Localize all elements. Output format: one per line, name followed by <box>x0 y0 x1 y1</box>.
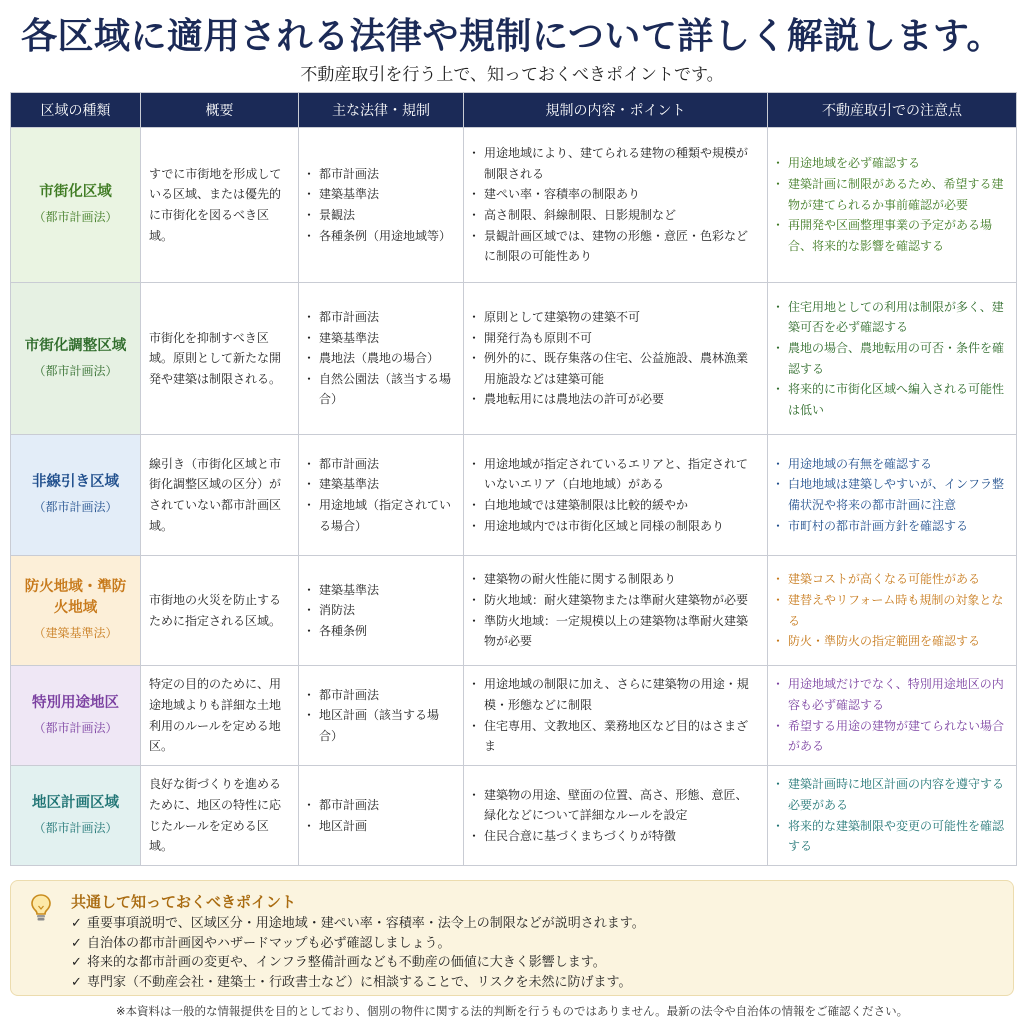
notes-cell <box>768 128 1017 283</box>
points-cell <box>464 666 768 766</box>
zone-law: （都市計画法） <box>33 500 118 515</box>
law-item: ・ 都市計画法 <box>307 164 455 185</box>
header-overview: 概要 <box>141 93 299 128</box>
table-row <box>11 128 1017 283</box>
law-item: ・ 自然公園法（該当する場合） <box>307 369 455 410</box>
law-item: ・ 地区計画 <box>307 816 455 837</box>
note-item: ・ 住宅用地としての利用は制限が多く、建築可否を必ず確認する <box>776 297 1008 338</box>
point-item: ・ 用途地域内では市街化区域と同様の制限あり <box>472 516 759 537</box>
note-item: ・ 用途地域だけでなく、特別用途地区の内容も必ず確認する <box>776 674 1008 715</box>
point-item: ・ 開発行為も原則不可 <box>472 328 759 349</box>
law-item: ・ 都市計画法 <box>307 685 455 706</box>
law-item: ・ 消防法 <box>307 600 455 621</box>
common-point-item <box>71 914 1001 934</box>
overview-cell: 特定の目的のために、用途地域よりも詳細な土地利用のルールを定める地区。 <box>141 666 299 766</box>
overview-cell: すでに市街地を形成している区域、または優先的に市街化を図るべき区域。 <box>141 128 299 283</box>
point-item: ・ 防火地域：耐火建築物または準耐火建築物が必要 <box>472 590 759 611</box>
point-item: ・ 建築物の用途、壁面の位置、高さ、形態、意匠、緑化などについて詳細なルールを設定 <box>472 785 759 826</box>
zone-law: （都市計画法） <box>33 820 118 835</box>
header-zone-type: 区域の種類 <box>11 93 141 128</box>
note-item: ・ 白地地域は建築しやすいが、インフラ整備状況や将来の都市計画に注意 <box>776 474 1008 515</box>
overview-cell: 市街化を抑制すべき区域。原則として新たな開発や建築は制限される。 <box>141 283 299 435</box>
notes-cell <box>768 283 1017 435</box>
lightbulb-icon <box>29 893 53 923</box>
check-icon: ✓ <box>71 974 82 990</box>
law-item: ・ 都市計画法 <box>307 307 455 328</box>
point-item: ・ 準防火地域：一定規模以上の建築物は準耐火建築物が必要 <box>472 611 759 652</box>
note-item: ・ 用途地域を必ず確認する <box>776 153 1008 174</box>
note-item: ・ 建築計画時に地区計画の内容を遵守する必要がある <box>776 774 1008 815</box>
point-item: ・ 建ぺい率・容積率の制限あり <box>472 184 759 205</box>
zone-law: （都市計画法） <box>33 363 118 378</box>
note-item: ・ 農地の場合、農地転用の可否・条件を確認する <box>776 338 1008 379</box>
points-cell <box>464 128 768 283</box>
zone-cell <box>11 283 141 435</box>
table-row <box>11 766 1017 866</box>
law-item: ・ 都市計画法 <box>307 795 455 816</box>
point-item: ・ 用途地域の制限に加え、さらに建築物の用途・規模・形態などに制限 <box>472 674 759 715</box>
law-item: ・ 建築基準法 <box>307 184 455 205</box>
points-cell <box>464 556 768 666</box>
point-item: ・ 原則として建築物の建築不可 <box>472 307 759 328</box>
zone-name: 非線引き区域 <box>32 474 119 491</box>
zone-name: 防火地域・準防火地域 <box>24 579 127 617</box>
regulation-table <box>10 92 1017 866</box>
zone-cell <box>11 766 141 866</box>
note-item: ・ 再開発や区画整理事業の予定がある場合、将来的な影響を確認する <box>776 215 1008 256</box>
point-item: ・ 高さ制限、斜線制限、日影規制など <box>472 205 759 226</box>
table-row <box>11 435 1017 556</box>
point-item: ・ 例外的に、既存集落の住宅、公益施設、農林漁業用施設などは建築可能 <box>472 348 759 389</box>
note-item: ・ 市町村の都市計画方針を確認する <box>776 516 1008 537</box>
common-point-item <box>71 953 1001 973</box>
notes-cell <box>768 435 1017 556</box>
zone-cell <box>11 435 141 556</box>
point-item: ・ 住民合意に基づくまちづくりが特徴 <box>472 826 759 847</box>
table-row <box>11 556 1017 666</box>
page-title: 各区域に適用される法律や規制について詳しく解説します。 <box>21 15 1003 57</box>
overview-cell: 市街地の火災を防止するために指定される区域。 <box>141 556 299 666</box>
common-point-text: 自治体の都市計画図やハザードマップも必ず確認しましょう。 <box>87 935 451 951</box>
law-item: ・ 地区計画（該当する場合） <box>307 705 455 746</box>
law-item: ・ 建築基準法 <box>307 474 455 495</box>
law-item: ・ 都市計画法 <box>307 454 455 475</box>
note-item: ・ 用途地域の有無を確認する <box>776 454 1008 475</box>
table-row <box>11 666 1017 766</box>
point-item: ・ 用途地域により、建てられる建物の種類や規模が制限される <box>472 143 759 184</box>
zone-name: 市街化区域 <box>39 184 112 201</box>
zone-name: 特別用途地区 <box>32 694 119 711</box>
law-item: ・ 建築基準法 <box>307 328 455 349</box>
laws-cell <box>299 666 464 766</box>
common-point-item <box>71 934 1001 954</box>
zone-cell <box>11 128 141 283</box>
zone-cell <box>11 556 141 666</box>
law-item: ・ 各種条例 <box>307 621 455 642</box>
common-points-list <box>71 914 1001 992</box>
note-item: ・ 建築計画に制限があるため、希望する建物が建てられるか事前確認が必要 <box>776 174 1008 215</box>
table-header-row <box>11 93 1017 128</box>
law-item: ・ 用途地域（指定されている場合） <box>307 495 455 536</box>
note-item: ・ 希望する用途の建物が建てられない場合がある <box>776 716 1008 757</box>
law-item: ・ 農地法（農地の場合） <box>307 348 455 369</box>
point-item: ・ 景観計画区域では、建物の形態・意匠・色彩などに制限の可能性あり <box>472 226 759 267</box>
zone-cell <box>11 666 141 766</box>
common-point-text: 専門家（不動産会社・建築士・行政書士など）に相談することで、リスクを未然に防げます。 <box>87 974 632 990</box>
zone-name: 市街化調整区域 <box>24 337 127 354</box>
overview-cell: 良好な街づくりを進めるために、地区の特性に応じたルールを定める区域。 <box>141 766 299 866</box>
zone-name: 地区計画区域 <box>32 794 119 811</box>
common-points-title: 共通して知っておくべきポイント <box>71 893 297 911</box>
note-item: ・ 建替えやリフォーム時も規制の対象となる <box>776 590 1008 631</box>
check-icon: ✓ <box>71 955 82 970</box>
point-item: ・ 農地転用には農地法の許可が必要 <box>472 389 759 410</box>
common-point-text: 重要事項説明で、区域区分・用途地域・建ぺい率・容積率・法令上の制限などが説明されます。 <box>87 916 645 931</box>
note-item: ・ 将来的な建築制限や変更の可能性を確認する <box>776 816 1008 857</box>
notes-cell <box>768 766 1017 866</box>
law-item: ・ 各種条例（用途地域等） <box>307 226 455 247</box>
law-item: ・ 景観法 <box>307 205 455 226</box>
notes-cell <box>768 666 1017 766</box>
header-points: 規制の内容・ポイント <box>464 93 768 128</box>
overview-cell: 線引き（市街化区域と市街化調整区域の区分）がされていない都市計画区域。 <box>141 435 299 556</box>
note-item: ・ 建築コストが高くなる可能性がある <box>776 569 1008 590</box>
table-row <box>11 283 1017 435</box>
notes-cell <box>768 556 1017 666</box>
law-item: ・ 建築基準法 <box>307 580 455 601</box>
note-item: ・ 将来的に市街化区域へ編入される可能性は低い <box>776 379 1008 420</box>
zone-law: （都市計画法） <box>33 720 118 735</box>
points-cell <box>464 435 768 556</box>
common-points-box <box>10 880 1014 996</box>
points-cell <box>464 766 768 866</box>
check-icon: ✓ <box>71 916 82 931</box>
point-item: ・ 用途地域が指定されているエリアと、指定されていないエリア（白地地域）がある <box>472 454 759 495</box>
laws-cell <box>299 556 464 666</box>
laws-cell <box>299 128 464 283</box>
common-point-text: 将来的な都市計画の変更や、インフラ整備計画なども不動産の価値に大きく影響します。 <box>87 955 606 970</box>
laws-cell <box>299 435 464 556</box>
point-item: ・ 建築物の耐火性能に関する制限あり <box>472 569 759 590</box>
header-laws: 主な法律・規制 <box>299 93 464 128</box>
laws-cell <box>299 283 464 435</box>
zone-law: （都市計画法） <box>33 210 118 225</box>
disclaimer-footnote: ※本資料は一般的な情報提供を目的としており、個別の物件に関する法的判断を行うものではありません。最新の法令や自治体の情報をご確認ください。 <box>115 1004 909 1018</box>
point-item: ・ 住宅専用、文教地区、業務地区など目的はさまざま <box>472 716 759 757</box>
page-subtitle: 不動産取引を行う上で、知っておくべきポイントです。 <box>300 65 724 85</box>
point-item: ・ 白地地域では建築制限は比較的緩やか <box>472 495 759 516</box>
header-notes: 不動産取引での注意点 <box>768 93 1017 128</box>
laws-cell <box>299 766 464 866</box>
check-icon: ✓ <box>71 935 82 951</box>
common-point-item <box>71 973 1001 993</box>
note-item: ・ 防火・準防火の指定範囲を確認する <box>776 631 1008 652</box>
zone-law: （建築基準法） <box>33 626 118 641</box>
points-cell <box>464 283 768 435</box>
